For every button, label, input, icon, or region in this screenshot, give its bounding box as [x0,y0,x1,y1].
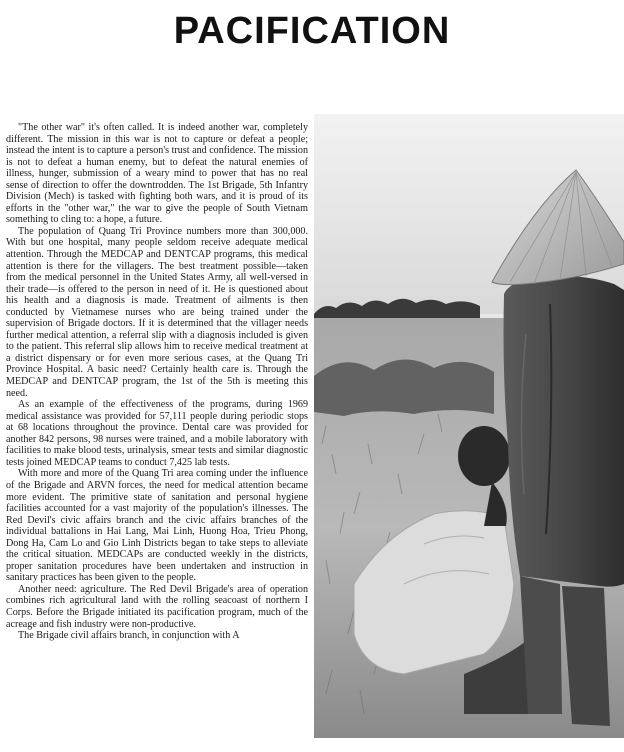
article-body [6,122,308,750]
article-paragraph: With more and more of the Quang Tri area coming under the influence of the Brigade and ARVN forces, the need for medical attention became more evident. The primitive state of sanitation and personal hygiene facilities accounted for a vast majority of the population's illnesses. The Red Devil's civic affairs branch and the civic affairs branches of the individual battalions in Hai Lang, Mai Linh, Huong Hoa, Trieu Phong, Dong Ha, Cam Lo and Gio Linh Districts began to take steps to alleviate the critical situation. MEDCAPs are conducted weekly in the districts, proper sanitation procedures have been undertaken and instruction in sanitary practices has been given to the people. [6,468,308,584]
field-photo [314,114,624,738]
article-paragraph: The Brigade civil affairs branch, in conjunction with A [18,630,240,642]
article-paragraph: Another need: agriculture. The Red Devil Brigade's area of operation combines rich agricultural land with the rolling seacoast of northern I Corps. Before the Brigade initiated its pacification program, much of the acreage and fish industry were non-productive. [6,583,308,630]
article-paragraph: "The other war" it's often called. It is indeed another war, completely different. The mission in this war is not to capture or defeat a people; instead the intent is to capture a person's trust and confidence. The mission is not to defeat a human enemy, but to defeat the natural enemies of illness, hunger, submission of a weary mind to power that has no real sense of direction to offer the downtrodden. The 1st Brigade, 5th Infantry Division (Mech) is tasked with fighting both wars, and it is proud of its efforts in the "other war," the war to give the people of South Vietnam something to cling to: a hope, a future. [6,122,308,226]
article-paragraph: As an example of the effectiveness of the programs, during 1969 medical assistance was provided for 57,111 people during periodic stops at 68 locations throughout the province. Dental care was provided for another 842 persons, 98 nurses were trained, and a mobile laboratory with facilities to make blood tests, urinalysis, smear tests and similar diagnostic tests joined MEDCAP teams to conduct 7,425 lab tests. [6,399,308,468]
article-paragraph: The population of Quang Tri Province numbers more than 300,000. With but one hospital, many people seldom receive adequate medical attention. Through the MEDCAP and DENTCAP programs, this medical attention is there for the villagers. The best treatment possible—taken from the medical personnel in the United States Army, all well-versed in their trade—is offered to the person in need of it. He is questioned about his health and a diagnosis is made. Treatment of ailments is then conducted by Vietnamese nurses who are being trained under the supervision of Brigade doctors. If it is determined that the villager needs further medical attention, a referral slip with a diagnosis included is given to the patient. This referral slip allows him to receive medical treatment at a district dispensary or for even more serious cases, at the Quang Tri Province Hospital. A basic need? Certainly health care is. Through the MEDCAP and DENTCAP program, the 1st of the 5th is meeting this need. [6,225,308,399]
head [458,426,510,486]
shrubs [314,359,494,416]
page-title: PACIFICATION [173,10,451,52]
field-photo-illustration [314,114,624,738]
